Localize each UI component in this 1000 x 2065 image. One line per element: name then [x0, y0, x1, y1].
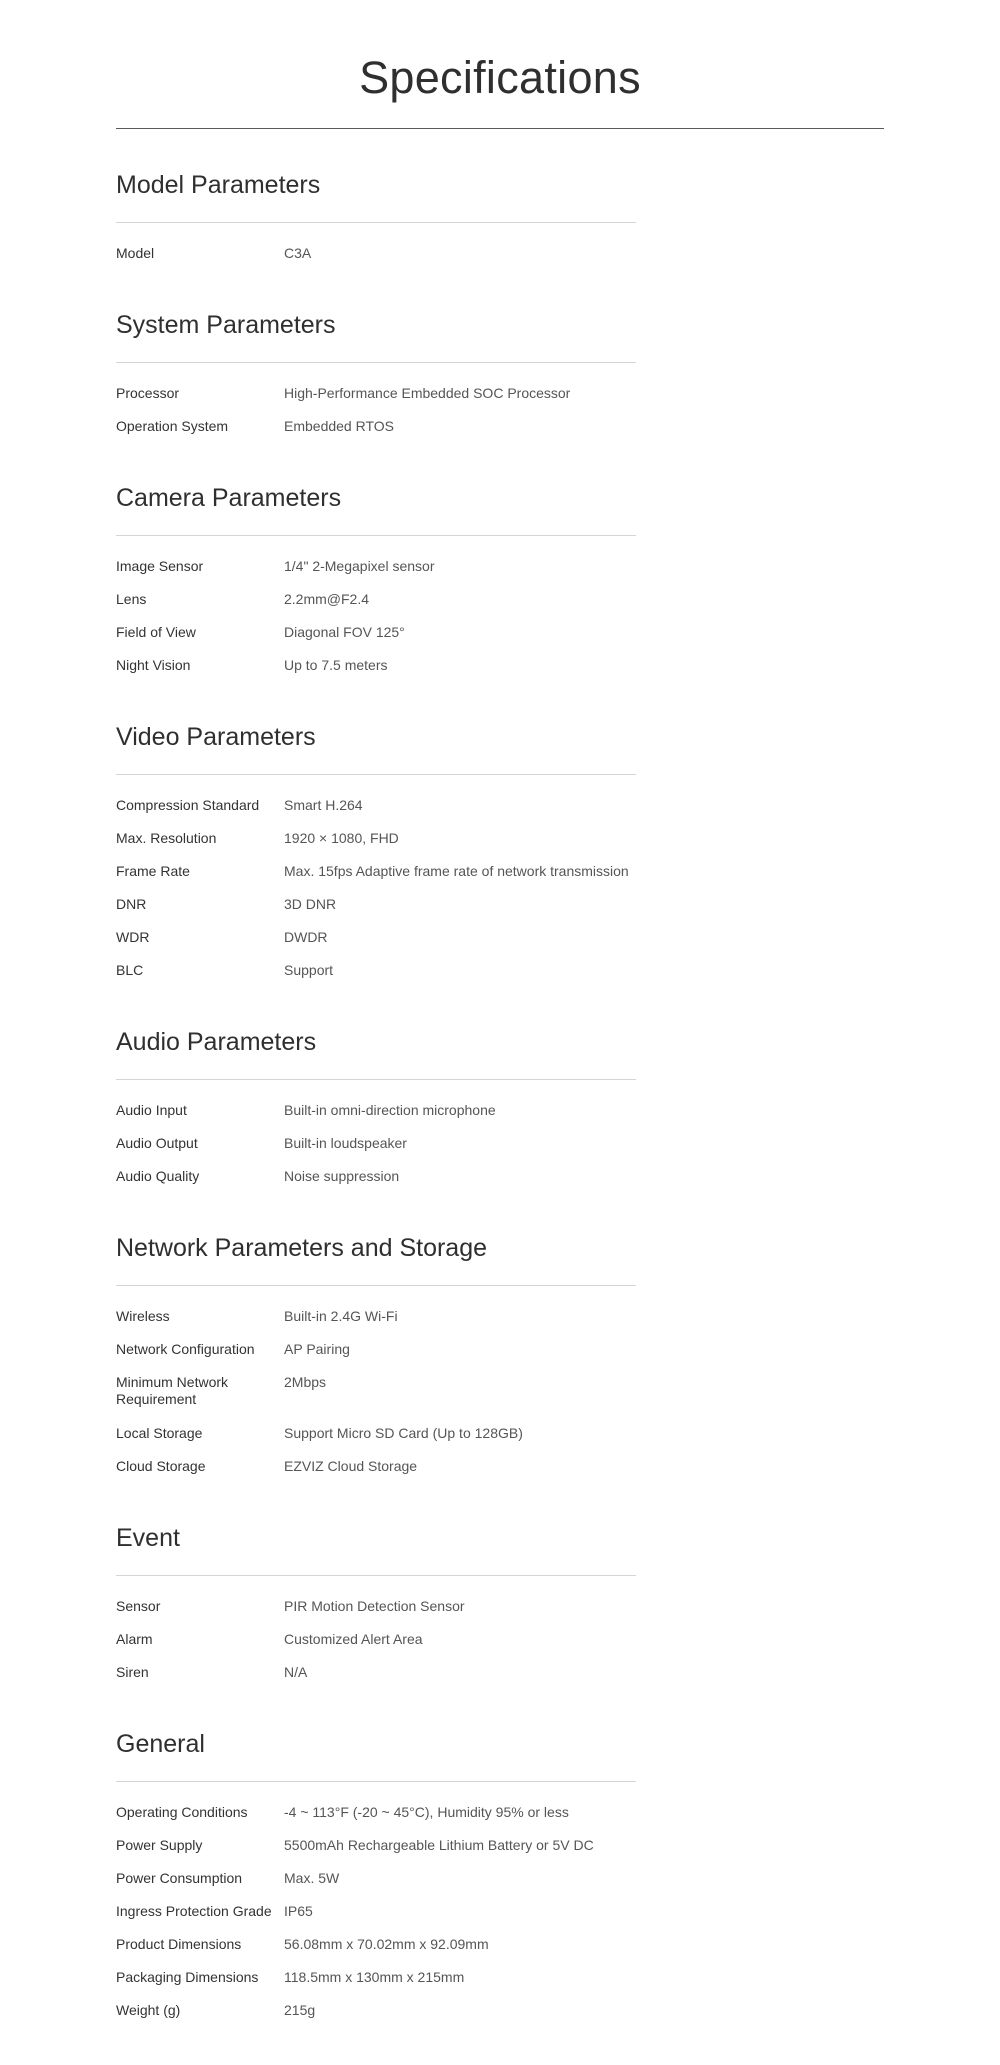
spec-row — [116, 962, 636, 995]
spec-row — [116, 1425, 636, 1458]
spec-label: Image Sensor — [116, 558, 204, 574]
spec-row — [116, 896, 636, 929]
spec-value: PIR Motion Detection Sensor — [284, 1598, 465, 1614]
spec-section — [116, 720, 636, 1025]
section-title: Event — [116, 1524, 180, 1552]
spec-label: Packaging Dimensions — [116, 1969, 259, 1985]
spec-rows — [116, 223, 636, 308]
spec-label: Lens — [116, 591, 147, 607]
spec-row — [116, 624, 636, 657]
section-title: Model Parameters — [116, 171, 321, 199]
spec-value: 1/4" 2-Megapixel sensor — [284, 558, 435, 574]
spec-label: Audio Quality — [116, 1168, 200, 1184]
section-title: Video Parameters — [116, 723, 316, 751]
spec-rows — [116, 363, 636, 481]
spec-value: 215g — [284, 2002, 316, 2018]
spec-value: 2Mbps — [284, 1374, 327, 1390]
spec-row — [116, 1969, 636, 2002]
spec-value: Max. 15fps Adaptive frame rate of network transmission — [284, 863, 629, 879]
spec-label: WDR — [116, 929, 150, 945]
spec-row — [116, 1308, 636, 1341]
spec-rows — [116, 1080, 636, 1231]
spec-label: Frame Rate — [116, 863, 190, 879]
spec-label: Sensor — [116, 1598, 161, 1614]
spec-row — [116, 1664, 636, 1697]
spec-value: 56.08mm x 70.02mm x 92.09mm — [284, 1936, 489, 1952]
spec-label: Model — [116, 245, 155, 261]
spec-section — [116, 1231, 636, 1521]
spec-value: Built-in omni-direction microphone — [284, 1102, 496, 1118]
spec-value: Customized Alert Area — [284, 1631, 423, 1647]
spec-value: 5500mAh Rechargeable Lithium Battery or 5V DC — [284, 1837, 594, 1853]
spec-label: Product Dimensions — [116, 1936, 242, 1952]
spec-value: Built-in 2.4G Wi-Fi — [284, 1308, 398, 1324]
section-title: Audio Parameters — [116, 1028, 317, 1056]
spec-section — [116, 1727, 636, 2065]
spec-label: Minimum Network Requirement — [116, 1374, 229, 1407]
section-title: Camera Parameters — [116, 484, 342, 512]
spec-row — [116, 1341, 636, 1374]
spec-section — [116, 168, 636, 308]
spec-label: Local Storage — [116, 1425, 203, 1441]
spec-section — [116, 481, 636, 720]
spec-label: Power Supply — [116, 1837, 203, 1853]
spec-value: -4 ~ 113°F (-20 ~ 45°C), Humidity 95% or less — [284, 1804, 569, 1820]
spec-value: Smart H.264 — [284, 797, 363, 813]
spec-label: Network Configuration — [116, 1341, 255, 1357]
spec-section — [116, 308, 636, 481]
spec-row — [116, 1102, 636, 1135]
spec-row — [116, 1936, 636, 1969]
spec-rows — [116, 536, 636, 720]
section-title: System Parameters — [116, 311, 336, 339]
spec-value: AP Pairing — [284, 1341, 350, 1357]
spec-label: Cloud Storage — [116, 1458, 206, 1474]
spec-value: Support — [284, 962, 334, 978]
spec-row — [116, 558, 636, 591]
spec-label: Compression Standard — [116, 797, 260, 813]
spec-row — [116, 1458, 636, 1491]
spec-value: N/A — [284, 1664, 308, 1680]
spec-rows — [116, 1782, 636, 2065]
spec-row — [116, 1837, 636, 1870]
spec-row — [116, 385, 636, 418]
spec-row — [116, 1804, 636, 1837]
spec-value: 3D DNR — [284, 896, 337, 912]
spec-rows — [116, 775, 636, 1025]
spec-value: 118.5mm x 130mm x 215mm — [284, 1969, 465, 1985]
spec-value: Built-in loudspeaker — [284, 1135, 407, 1151]
spec-value: DWDR — [284, 929, 328, 945]
spec-row — [116, 1631, 636, 1664]
spec-value: C3A — [284, 245, 312, 261]
title-divider — [116, 128, 884, 129]
spec-section — [116, 1521, 636, 1727]
spec-row — [116, 1598, 636, 1631]
spec-label: Weight (g) — [116, 2002, 181, 2018]
spec-row — [116, 591, 636, 624]
spec-value: IP65 — [284, 1903, 313, 1919]
spec-rows — [116, 1286, 636, 1521]
spec-row — [116, 2002, 636, 2035]
spec-label: Siren — [116, 1664, 149, 1680]
spec-row — [116, 1903, 636, 1936]
spec-label: Audio Output — [116, 1135, 198, 1151]
spec-label: Night Vision — [116, 657, 191, 673]
spec-value: 1920 × 1080, FHD — [284, 830, 399, 846]
spec-row — [116, 1168, 636, 1201]
spec-label: DNR — [116, 896, 147, 912]
spec-value: EZVIZ Cloud Storage — [284, 1458, 418, 1474]
spec-row — [116, 657, 636, 690]
spec-label: Ingress Protection Grade — [116, 1903, 272, 1919]
spec-label: Power Consumption — [116, 1870, 243, 1886]
spec-value: Max. 5W — [284, 1870, 340, 1886]
spec-section — [116, 1025, 636, 1231]
spec-sections — [116, 168, 636, 2065]
spec-value: High-Performance Embedded SOC Processor — [284, 385, 571, 401]
spec-row — [116, 1135, 636, 1168]
spec-label: Audio Input — [116, 1102, 187, 1118]
spec-value: Support Micro SD Card (Up to 128GB) — [284, 1425, 523, 1441]
spec-row — [116, 863, 636, 896]
spec-label: Wireless — [116, 1308, 170, 1324]
spec-label: Operation System — [116, 418, 229, 434]
spec-row — [116, 797, 636, 830]
spec-value: 2.2mm@F2.4 — [284, 591, 370, 607]
section-title: General — [116, 1730, 205, 1758]
section-title: Network Parameters and Storage — [116, 1234, 488, 1262]
spec-row — [116, 418, 636, 451]
spec-value: Diagonal FOV 125° — [284, 624, 405, 640]
spec-value: Up to 7.5 meters — [284, 657, 388, 673]
spec-row — [116, 1870, 636, 1903]
spec-rows — [116, 1576, 636, 1727]
spec-label: Operating Conditions — [116, 1804, 248, 1820]
spec-row — [116, 830, 636, 863]
spec-row — [116, 929, 636, 962]
spec-label: Field of View — [116, 624, 196, 640]
spec-label: Processor — [116, 385, 180, 401]
spec-label: Alarm — [116, 1631, 153, 1647]
spec-row — [116, 1374, 636, 1425]
spec-row — [116, 245, 636, 278]
spec-label: BLC — [116, 962, 144, 978]
page-title: Specifications — [359, 52, 641, 103]
spec-value: Noise suppression — [284, 1168, 400, 1184]
spec-value: Embedded RTOS — [284, 418, 394, 434]
spec-label: Max. Resolution — [116, 830, 217, 846]
